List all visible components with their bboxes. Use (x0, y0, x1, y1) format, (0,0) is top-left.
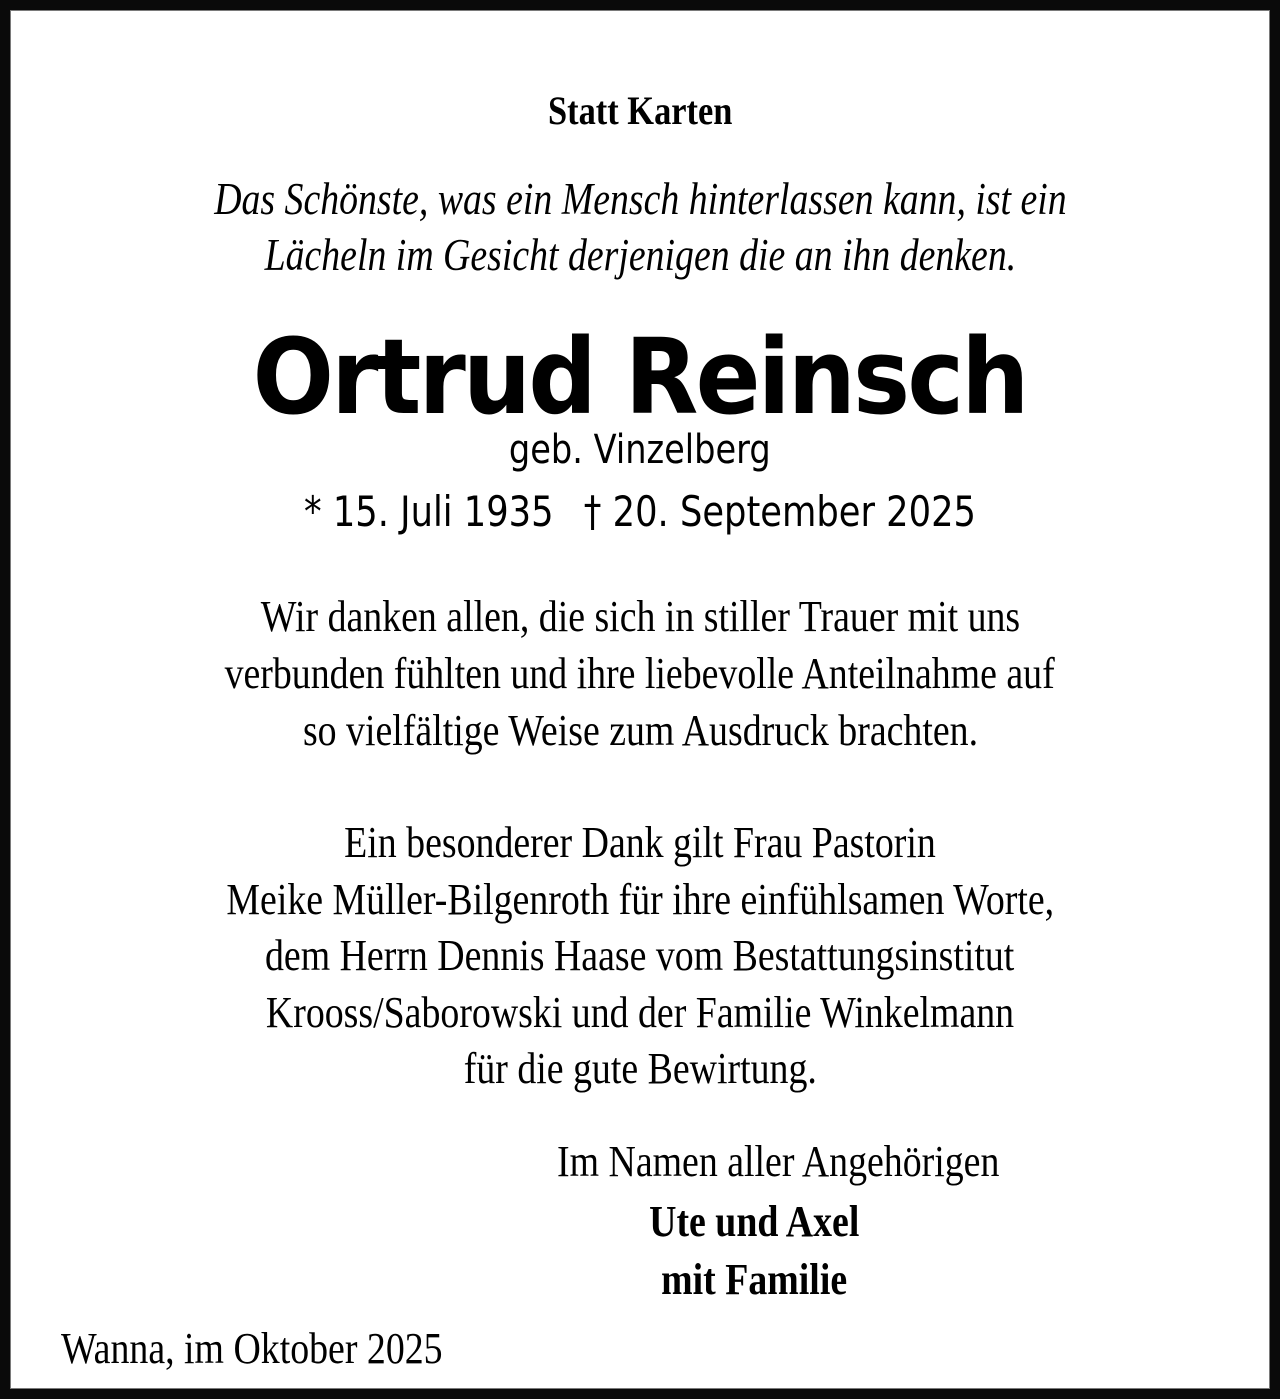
special-thanks-line: Meike Müller-Bilgenroth für ihre einfühlsamen Worte, (226, 875, 1054, 924)
birth-date: * 15. Juli 1935 (304, 487, 554, 536)
deceased-name: Ortrud Reinsch (252, 316, 1027, 438)
notice-header: Statt Karten (547, 88, 733, 133)
death-date: † 20. September 2025 (583, 487, 976, 536)
maiden-name: geb. Vinzelberg (509, 427, 771, 473)
special-thanks-line: Ein besonderer Dank gilt Frau Pastorin (344, 818, 936, 867)
quote-line: Das Schönste, was ein Mensch hinterlassen kann, ist ein (213, 174, 1067, 224)
thanks-line: verbunden fühlten und ihre liebevolle Anteilnahme auf (224, 649, 1056, 698)
thanks-line: so vielfältige Weise zum Ausdruck brachten. (302, 706, 978, 755)
place-date: Wanna, im Oktober 2025 (61, 1324, 443, 1373)
special-thanks-line: dem Herrn Dennis Haase vom Bestattungsinstitut (265, 931, 1015, 980)
quote-line: Lächeln im Gesicht derjenigen die an ihn denken. (264, 230, 1016, 280)
signature-family: mit Familie (660, 1255, 847, 1304)
special-thanks-line: für die gute Bewirtung. (463, 1044, 817, 1093)
obituary-notice (10, 10, 1270, 1389)
signature-intro: Im Namen aller Angehörigen (556, 1137, 1000, 1186)
thanks-line: Wir danken allen, die sich in stiller Trauer mit uns (260, 592, 1020, 641)
special-thanks-line: Krooss/Saborowski und der Familie Winkelmann (265, 988, 1015, 1037)
signature-names: Ute und Axel (648, 1197, 860, 1246)
life-dates (11, 487, 1269, 536)
